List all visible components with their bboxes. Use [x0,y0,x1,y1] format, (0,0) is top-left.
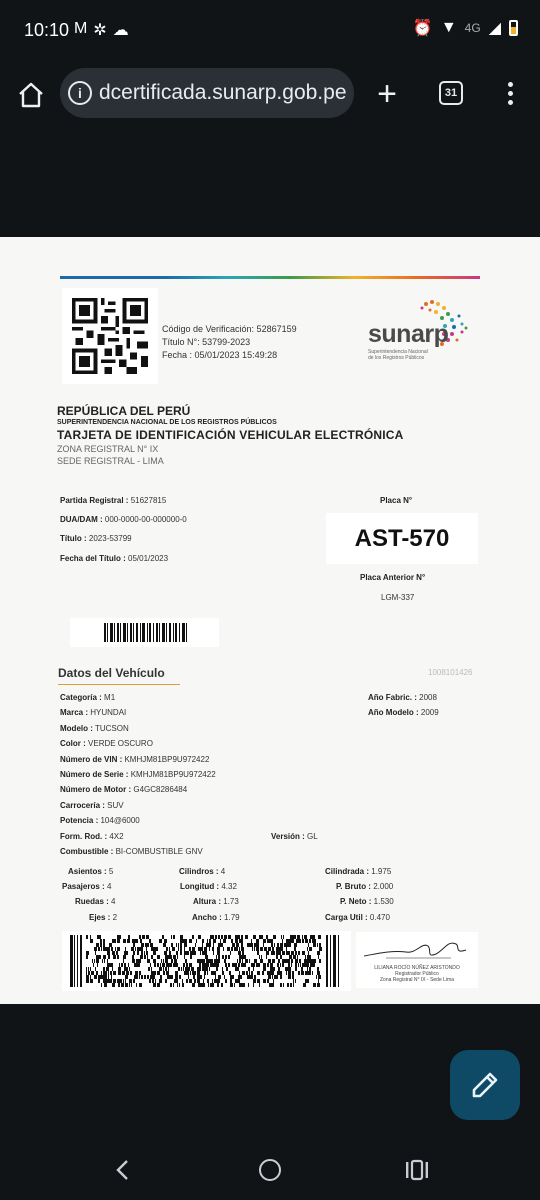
pdf417-barcode-image [62,931,351,991]
altura-row: Altura : 1.73 [193,897,239,906]
verification-code: Código de Verificación: 52867159 [162,324,297,334]
carroceria-row: Carrocería : SUV [60,801,124,810]
new-tab-button[interactable]: + [377,75,397,113]
ejes-row: Ejes : 2 [89,913,118,922]
ancho-row: Ancho : 1.79 [192,913,240,922]
motor-row: Número de Motor : G4GC8286484 [60,785,188,794]
previous-plate-value: LGM-337 [381,593,415,602]
status-time: 10:10 [24,20,70,40]
url-text[interactable]: dcertificada.sunarp.gob.pe [99,81,347,104]
signal-icon: ◢ [488,20,501,37]
pdf417-barcode [62,931,351,991]
network-type: 4G [464,21,481,35]
more-menu-button[interactable] [498,80,522,108]
sunarp-wordmark: sunarp [368,320,449,348]
home-button[interactable] [16,80,46,110]
recents-icon [404,1158,430,1182]
anio-fabric-row: Año Fabric. : 2008 [368,693,437,702]
pencil-icon [450,1050,520,1120]
anio-modelo-row: Año Modelo : 2009 [368,708,439,717]
categoria-row: Categoría : M1 [60,693,116,702]
plate-number: AST-570 [326,513,478,564]
cilindros-row: Cilindros : 4 [179,867,226,876]
back-chevron-icon [112,1155,134,1185]
home-icon [16,80,46,110]
settings-icon: ✲ [93,22,107,39]
combustible-row: Combustible : BI-COMBUSTIBLE GNV [60,847,203,856]
vin-row: Número de VIN : KMHJM81BP9U972422 [60,755,210,764]
battery-icon [509,20,518,36]
verification-date: Fecha : 05/01/2023 15:49:28 [162,350,278,360]
registrar-zone: Zona Registral N° IX - Sede Lima [380,977,454,983]
dua-row: DUA/DAM : 000-0000-00-000000-0 [60,515,187,524]
edit-fab-button[interactable] [450,1050,520,1120]
titulo-row: Título : 2023-53799 [60,534,132,543]
formrod-row: Form. Rod. : 4X2 [60,832,124,841]
gmail-icon: M [74,20,88,37]
ruedas-row: Ruedas : 4 [75,897,116,906]
longitud-row: Longitud : 4.32 [180,882,237,891]
serie-row: Número de Serie : KMHJM81BP9U972422 [60,770,216,779]
pbruto-row: P. Bruto : 2.000 [336,882,394,891]
verification-title: Título N°: 53799-2023 [162,337,251,347]
registrar-name: LILIANA ROCÍO NÚÑEZ ARISTONDO [374,965,460,971]
wifi-icon: ▼ [440,19,457,36]
partida-row: Partida Registral : 51627815 [60,496,167,505]
pneto-row: P. Neto : 1.530 [340,897,394,906]
status-notification-icons [74,20,129,40]
info-icon[interactable]: i [68,81,92,105]
potencia-row: Potencia : 104@6000 [60,816,140,825]
cloud-icon: ☁ [112,22,129,39]
color-stripe [60,276,480,279]
republic-label: REPÚBLICA DEL PERÚ [57,404,191,418]
asientos-row: Asientos : 5 [68,867,114,876]
marca-row: Marca : HYUNDAI [60,708,127,717]
qr-code [62,288,158,384]
fecha-row: Fecha del Título : 05/01/2023 [60,554,169,563]
previous-plate-label: Placa Anterior N° [360,573,426,582]
qr-code-image [72,298,148,374]
modelo-row: Modelo : TUCSON [60,724,129,733]
zona-label: ZONA REGISTRAL N° IX [57,444,159,454]
cilindrada-row: Cilindrada : 1.975 [325,867,392,876]
document-serial: 1008101426 [428,668,473,677]
nav-recents-button[interactable] [404,1158,430,1182]
alarm-icon: ⏰ [412,20,433,37]
document-header [57,404,517,466]
pasajeros-row: Pasajeros : 4 [62,882,112,891]
sede-label: SEDE REGISTRAL - LIMA [57,456,164,466]
registrar-signature [356,932,478,988]
tab-switcher-button[interactable]: 31 [439,81,463,105]
superintendencia-label: SUPERINTENDENCIA NACIONAL DE LOS REGISTROS PÚBLICOS [57,419,277,426]
signature-scribble [356,932,478,962]
sunarp-subtitle: Superintendencia Nacional de los Registros Públicos [368,349,428,361]
nav-home-button[interactable] [259,1159,281,1181]
small-barcode [70,618,219,647]
vehicle-section-title: Datos del Vehículo [58,666,165,680]
status-system-icons [413,18,518,38]
small-barcode-image [70,618,219,647]
section-divider [58,684,180,685]
registrar-role: Registrador Público [395,971,439,977]
document-title: TARJETA DE IDENTIFICACIÓN VEHICULAR ELECTRÓNICA [57,428,404,442]
carga-util-row: Carga Util : 0.470 [325,913,390,922]
version-row: Versión : GL [271,832,318,841]
verification-info [162,323,297,362]
plate-label: Placa N° [380,496,413,505]
color-row: Color : VERDE OSCURO [60,739,153,748]
nav-back-button[interactable] [112,1155,134,1185]
